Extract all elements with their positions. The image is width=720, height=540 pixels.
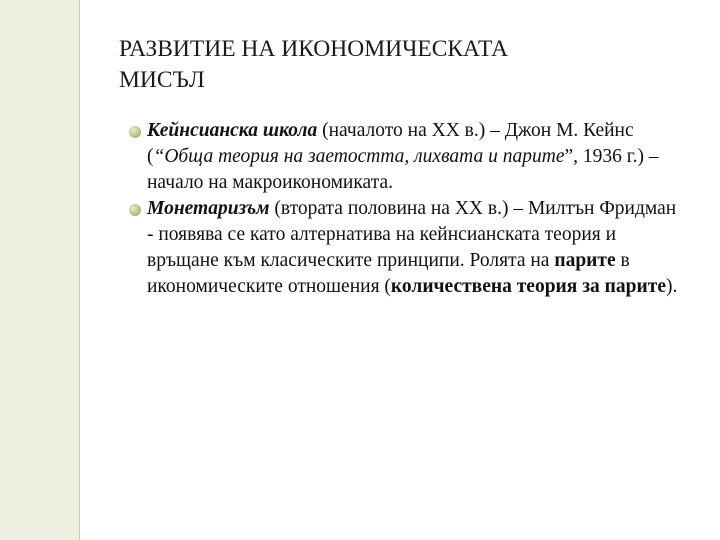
bullet-term: Кейнсианска школа [147, 120, 318, 141]
side-divider-line [79, 0, 80, 540]
bullet-list [127, 118, 687, 300]
side-decor-panel [0, 0, 79, 540]
bold-term: парите [554, 250, 616, 271]
bullet-item-monetarism [127, 196, 687, 300]
round-bullet-icon [129, 126, 141, 138]
bullet-text: (началото на XX в.) – Джон М. Кейнс ( [147, 120, 634, 167]
slide-title: РАЗВИТИЕ НА ИКОНОМИЧЕСКАТА МИСЪЛ [119, 36, 509, 93]
book-title: “Обща теория на заетостта, лихвата и парите [153, 146, 565, 167]
bullet-text: ). [665, 276, 678, 297]
bold-term: количествена теория за парите [390, 276, 666, 297]
bullet-text: в икономическите отношения ( [147, 250, 630, 297]
bullet-text: (втората половина на XX в.) – Милтън Фридман - появява се като алтернатива на кейнсианската теория и връщане към класическите принципи. Ролята на [147, 198, 677, 271]
bullet-text: ”, 1936 г.) – начало на макроикономиката. [147, 146, 659, 193]
bullet-term: Монетаризъм [147, 198, 270, 219]
round-bullet-icon [129, 204, 141, 216]
bullet-item-keynesian [127, 118, 687, 196]
